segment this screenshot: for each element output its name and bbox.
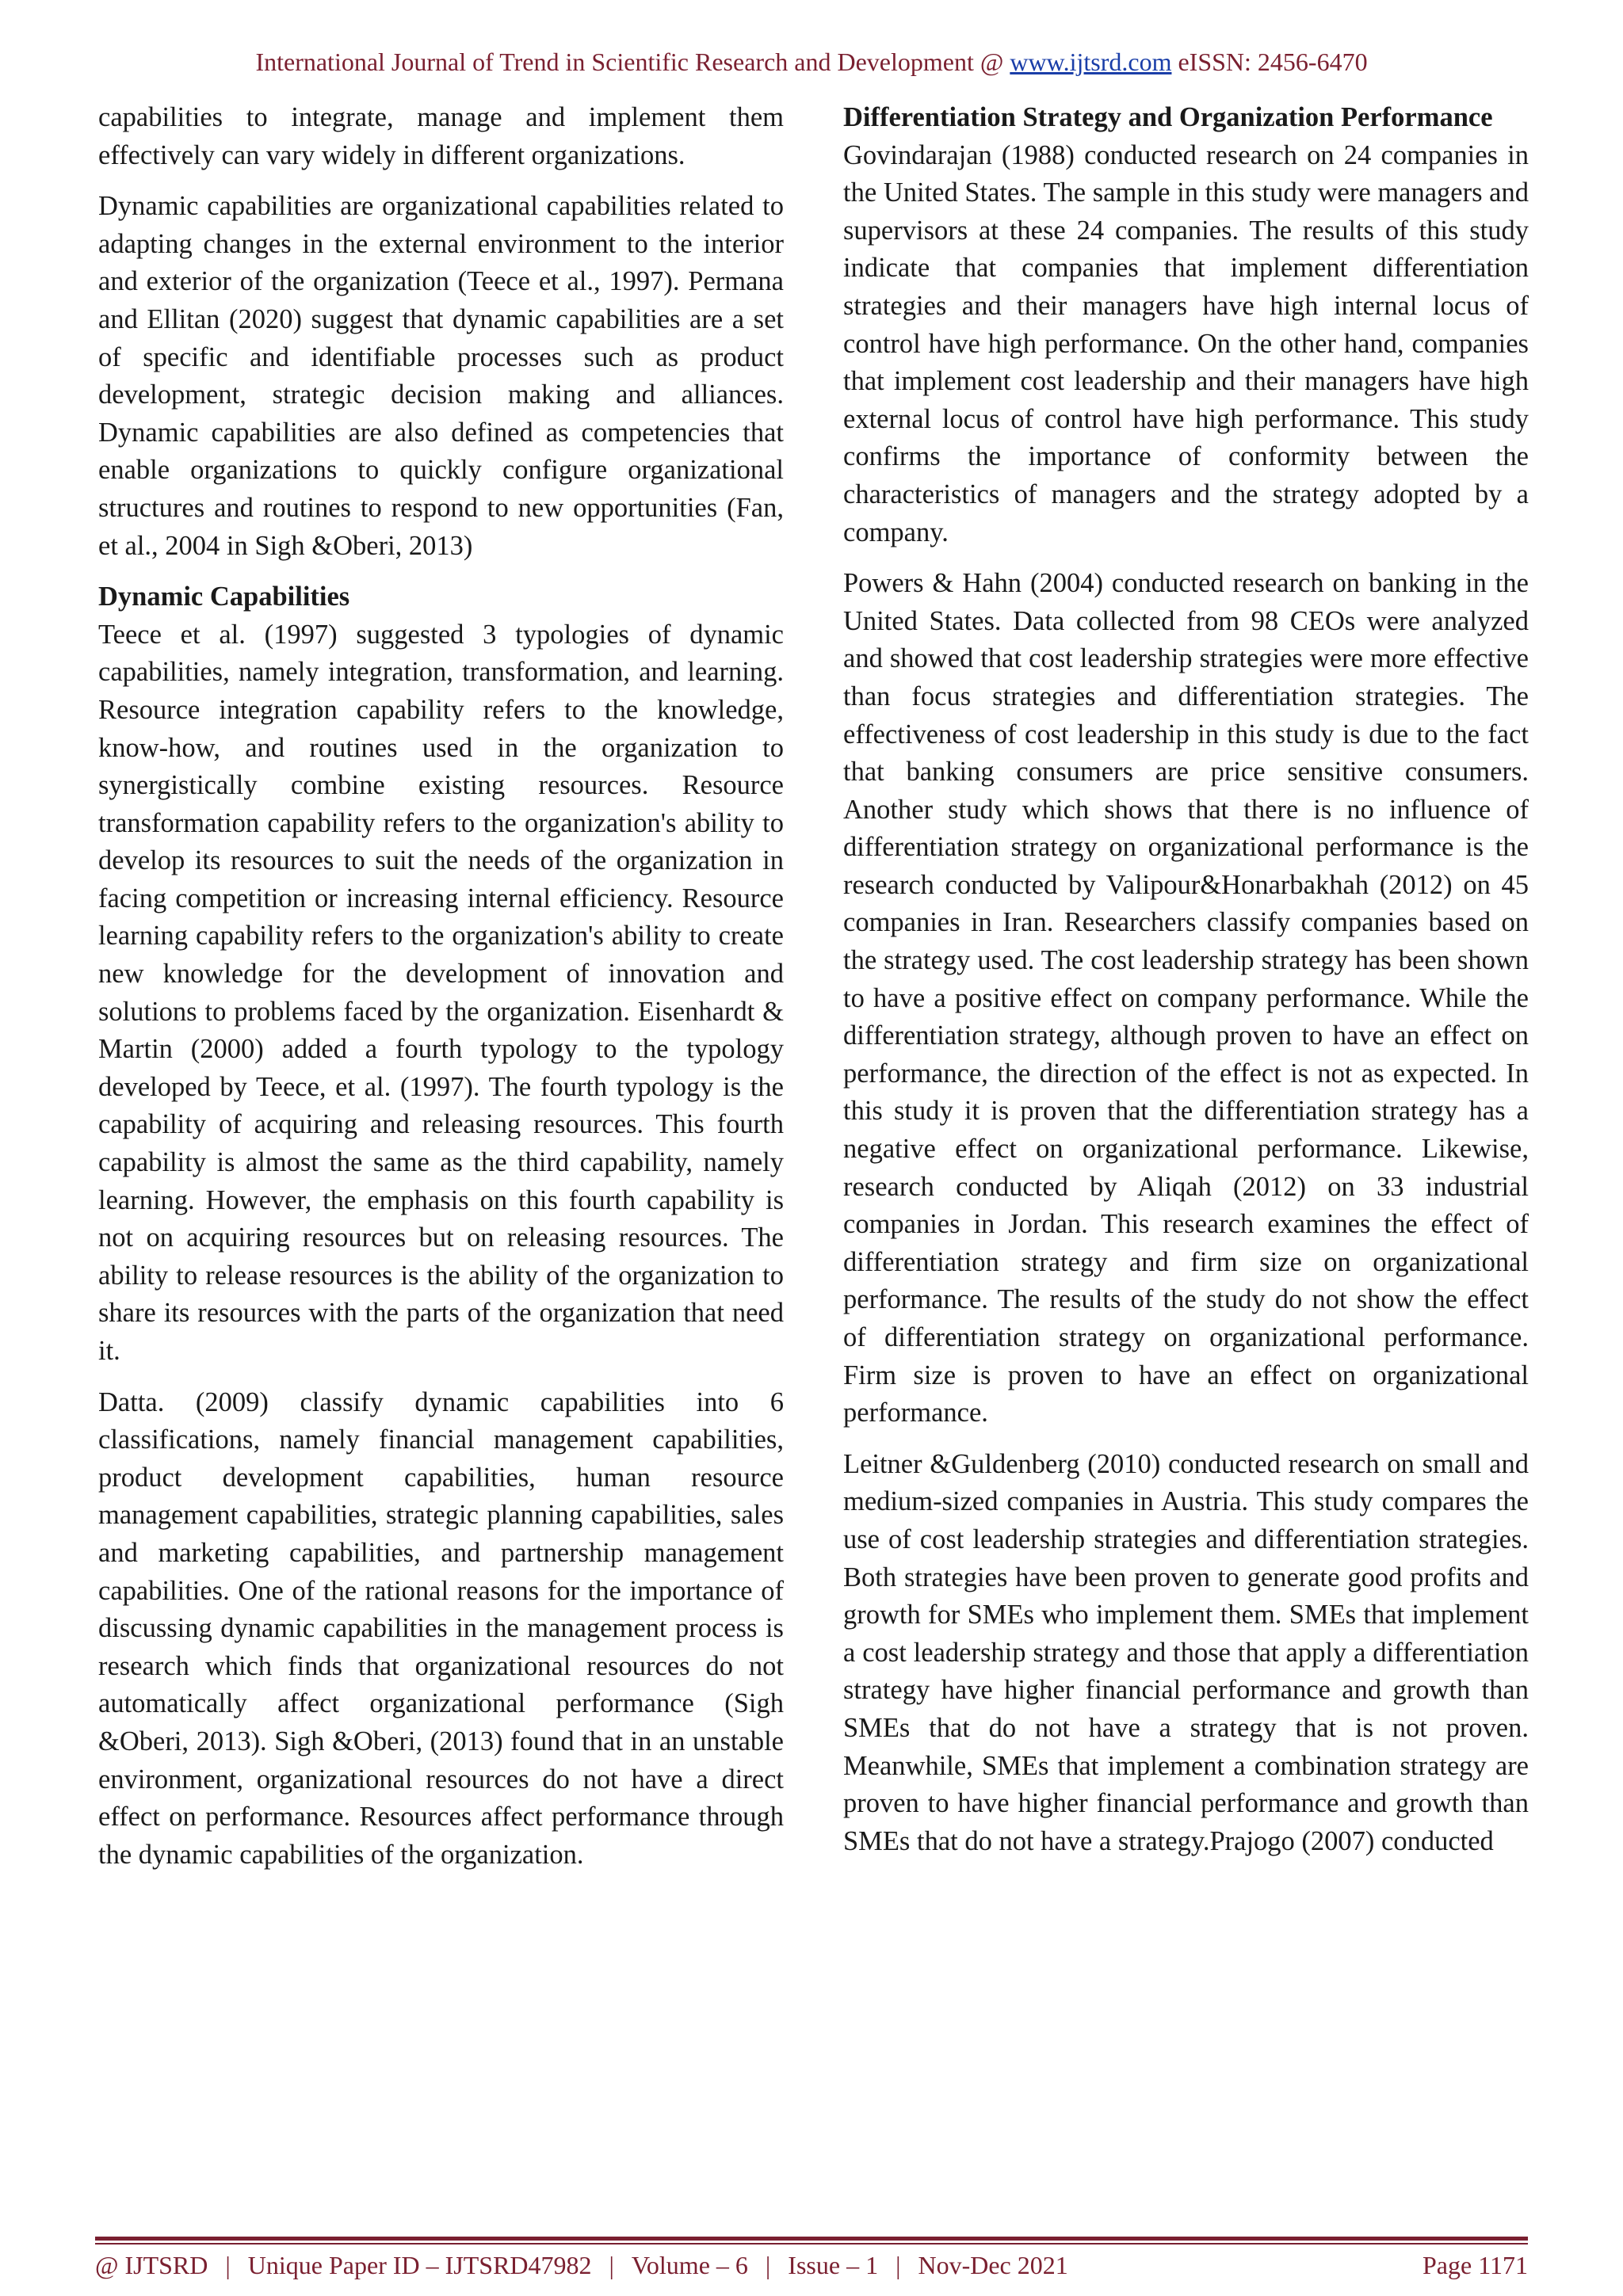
page-footer (95, 2251, 1528, 2280)
page-number: Page 1171 (1422, 2251, 1528, 2279)
footer-paper-id: Unique Paper ID – IJTSRD47982 (247, 2251, 592, 2279)
running-header (0, 48, 1623, 77)
footer-journal: @ IJTSRD (95, 2251, 208, 2279)
paragraph: Dynamic capabilities are organizational capabilities related to adapting changes in the external environment to the interior and exterior of the organization (Teece et al., 1997). Permana and Ellitan (2020) suggest that dynamic capabilities are a set of specific and identifiable processes such as product development, strategic decision making and alliances. Dynamic capabilities are also defined as competencies that enable organizations to quickly configure organizational structures and routines to respond to new opportunities (Fan, et al., 2004 in Sigh &Oberi, 2013) (98, 191, 784, 561)
paragraph: Leitner &Guldenberg (2010) conducted research on small and medium-sized companies in Austria. This study compares the use of cost leadership strategies and differentiation strategies. Both strategies have been proven to generate good profits and growth for SMEs who implement them. SMEs that implement a cost leadership strategy and those that apply a differentiation strategy have higher financial performance and growth than SMEs that do not have a strategy that is not proven. Meanwhile, SMEs that implement a combination strategy are proven to have higher financial performance and growth than SMEs that do not have a strategy.Prajogo (2007) conducted (843, 1448, 1529, 1856)
journal-title: International Journal of Trend in Scientific Research and Development @ (255, 48, 1010, 76)
footer-divider-thin (95, 2243, 1528, 2245)
issn: eISSN: 2456-6470 (1171, 48, 1368, 76)
footer-divider (95, 2237, 1528, 2241)
paragraph: Govindarajan (1988) conducted research on 24 companies in the United States. The sample in this study were managers and supervisors at these 24 companies. The results of this study indicate that companies that implement differentiation strategies and their managers have high internal locus of control have high performance. On the other hand, companies that implement cost leadership and their managers have high external locus of control have high performance. This study confirms the importance of conformity between the characteristics of managers and the strategy adopted by a company. (843, 139, 1529, 547)
footer-separator: | (765, 2251, 771, 2279)
footer-issue: Issue – 1 (788, 2251, 879, 2279)
right-column (843, 99, 1529, 1874)
journal-url-link[interactable]: www.ijtsrd.com (1010, 48, 1172, 76)
paragraph: Powers & Hahn (2004) conducted research on banking in the United States. Data collected from 98 CEOs were analyzed and showed that cost leadership strategies were more effective than focus strategies and differentiation strategies. The effectiveness of cost leadership in this study is due to the fact that banking consumers are price sensitive consumers. Another study which shows that there is no influence of differentiation strategy on organizational performance is the research conducted by Valipour&Honarbakhah (2012) on 45 companies in Iran. Researchers classify companies based on the strategy used. The cost leadership strategy has been shown to have a positive effect on company performance. While the differentiation strategy, although proven to have an effect on performance, the direction of the effect is not as expected. In this study it is proven that the differentiation strategy has a negative effect on organizational performance. Likewise, research conducted by Aliqah (2012) on 33 industrial companies in Jordan. This research examines the effect of differentiation strategy and firm size on organizational performance. The results of the study do not show the effect of differentiation strategy on organizational performance. Firm size is proven to have an effect on organizational performance. (843, 568, 1529, 1428)
footer-separator: | (896, 2251, 901, 2279)
left-column (98, 99, 784, 1887)
paragraph: Teece et al. (1997) suggested 3 typologies of dynamic capabilities, namely integration, transformation, and learning. Resource integration capability refers to the knowledge, know-how, and routines used in the organization to synergistically combine existing resources. Resource transformation capability refers to the organization's ability to develop its resources to suit the needs of the organization in facing competition or increasing internal efficiency. Resource learning capability refers to the organization's ability to create new knowledge for the development of innovation and solutions to problems faced by the organization. Eisenhardt & Martin (2000) added a fourth typology to the typology developed by Teece, et al. (1997). The fourth typology is the capability of acquiring and releasing resources. This fourth capability is almost the same as the third capability, namely learning. However, the emphasis on this fourth capability is not on acquiring resources but on releasing resources. The ability to release resources is the ability of the organization to share its resources with the parts of the organization that need it. (98, 619, 784, 1366)
section-heading: Dynamic Capabilities (98, 582, 350, 612)
footer-date: Nov-Dec 2021 (918, 2251, 1068, 2279)
footer-separator: | (609, 2251, 614, 2279)
footer-separator: | (225, 2251, 231, 2279)
section-heading: Differentiation Strategy and Organization Performance (843, 102, 1493, 132)
paragraph: capabilities to integrate, manage and implement them effectively can vary widely in different organizations. (98, 102, 784, 170)
paragraph: Datta. (2009) classify dynamic capabilities into 6 classifications, namely financial management capabilities, product development capabilities, human resource management capabilities, strategic planning capabilities, sales and marketing capabilities, and partnership management capabilities. One of the rational reasons for the importance of discussing dynamic capabilities in the management process is research which finds that organizational resources do not automatically affect organizational performance (Sigh &Oberi, 2013). Sigh &Oberi, (2013) found that in an unstable environment, organizational resources do not have a direct effect on performance. Resources affect performance through the dynamic capabilities of the organization. (98, 1386, 784, 1870)
footer-volume: Volume – 6 (631, 2251, 748, 2279)
